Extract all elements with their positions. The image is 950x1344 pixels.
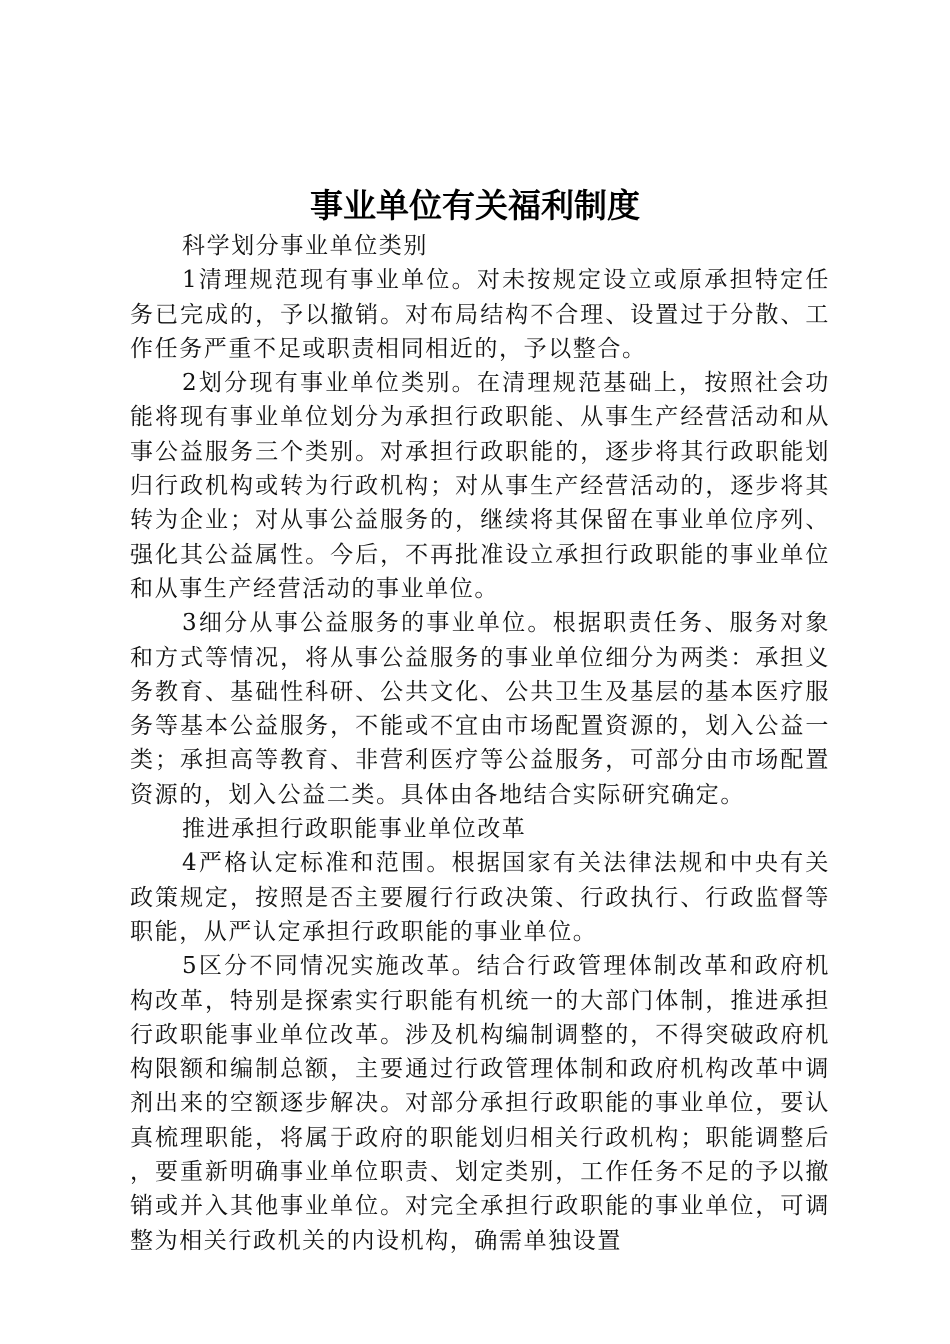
paragraph-1-cleanup: 1清理规范现有事业单位。对未按规定设立或原承担特定任务已完成的，予以撤销。对布局结构不合理、设置过于分散、工作任务严重不足或职责相同相近的，予以整合。 (130, 267, 830, 362)
paragraph-3-subdivide: 3细分从事公益服务的事业单位。根据职责任务、服务对象和方式等情况，将从事公益服务的事业单位细分为两类：承担义务教育、基础性科研、公共文化、公共卫生及基层的基本医疗服务等基本公益服务，不能或不宜由市场配置资源的，划入公益一类；承担高等教育、非营利医疗等公益服务，可部分由市场配置资源的，划入公益二类。具体由各地结合实际研究确定。 (130, 610, 830, 808)
paragraph-5-implementation: 5区分不同情况实施改革。结合行政管理体制改革和政府机构改革，特别是探索实行职能有机统一的大部门体制，推进承担行政职能事业单位改革。涉及机构编制调整的，不得突破政府机构限额和编制总额，主要通过行政管理体制和政府机构改革中调剂出来的空额逐步解决。对部分承担行政职能的事业单位，要认真梳理职能，将属于政府的职能划归相关行政机构；职能调整后，要重新明确事业单位职责、划定类别，工作任务不足的予以撤销或并入其他事业单位。对完全承担行政职能的事业单位，可调整为相关行政机关的内设机构，确需单独设置 (130, 953, 830, 1254)
document-title: 事业单位有关福利制度 (310, 186, 640, 225)
section-heading-classification: 科学划分事业单位类别 (182, 233, 428, 259)
paragraph-4-standards: 4严格认定标准和范围。根据国家有关法律法规和中央有关政策规定，按照是否主要履行行政决策、行政执行、行政监督等职能，从严认定承担行政职能的事业单位。 (130, 850, 830, 945)
paragraph-2-categorize: 2划分现有事业单位类别。在清理规范基础上，按照社会功能将现有事业单位划分为承担行政职能、从事生产经营活动和从事公益服务三个类别。对承担行政职能的，逐步将其行政职能划归行政机构或转为行政机构；对从事生产经营活动的，逐步将其转为企业；对从事公益服务的，继续将其保留在事业单位序列、强化其公益属性。今后，不再批准设立承担行政职能的事业单位和从事生产经营活动的事业单位。 (130, 370, 830, 602)
section-heading-admin-reform: 推进承担行政职能事业单位改革 (182, 816, 527, 843)
document-body (130, 229, 830, 1258)
